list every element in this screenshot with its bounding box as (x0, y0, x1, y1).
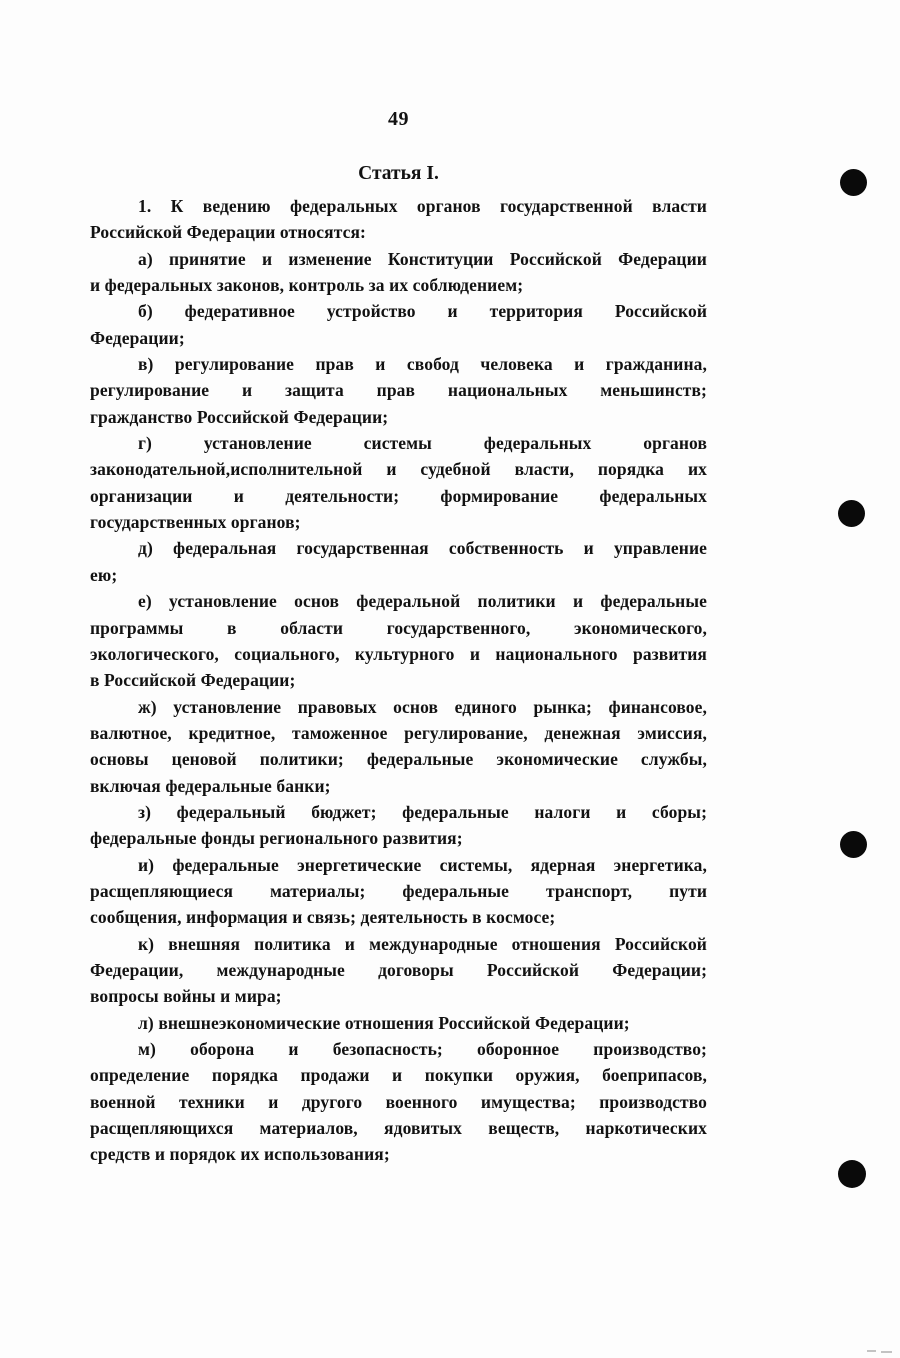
clause-z (90, 799, 707, 852)
text-line: и) федеральные энергетические системы, ядерная энергетика, (138, 854, 707, 875)
text-line: сообщения, информация и связь; деятельность в космосе; (90, 907, 556, 928)
text-line: Федерации; (90, 327, 185, 348)
text-line: регулирование и защита прав национальных меньшинств; (90, 380, 707, 401)
clause-i (90, 852, 707, 931)
text-line: определение порядка продажи и покупки оружия, боеприпасов, (90, 1065, 707, 1086)
text-line: ею; (90, 564, 118, 585)
text-line: е) установление основ федеральной политики и федеральные (138, 591, 707, 612)
scan-artifact (867, 1350, 876, 1352)
text-line: б) федеративное устройство и территория Российской (138, 301, 707, 322)
clause-intro (90, 193, 707, 246)
text-line: расщепляющихся материалов, ядовитых веществ, наркотических (90, 1118, 707, 1139)
scan-artifact (881, 1351, 892, 1353)
text-line: вопросы войны и мира; (90, 986, 282, 1007)
text-line: з) федеральный бюджет; федеральные налоги и сборы; (138, 801, 707, 822)
clause-b (90, 298, 707, 351)
text-line: организации и деятельности; формирование федеральных (90, 485, 707, 506)
text-line: государственных органов; (90, 512, 301, 533)
article-body (90, 193, 707, 1168)
text-line: 1. К ведению федеральных органов государственной власти (138, 196, 707, 216)
text-line: в) регулирование прав и свобод человека и гражданина, (138, 354, 707, 375)
text-line: программы в области государственного, экономического, (90, 617, 707, 638)
text-line: основы ценовой политики; федеральные экономические службы, (90, 749, 707, 770)
clause-a (90, 246, 707, 299)
text-line: а) принятие и изменение Конституции Российской Федерации (138, 248, 707, 269)
article-heading: Статья I. (358, 163, 439, 184)
clause-e (90, 588, 707, 693)
text-line: федеральные фонды регионального развития; (90, 828, 463, 849)
text-line: в Российской Федерации; (90, 670, 296, 691)
clause-k (90, 931, 707, 1010)
clause-zh (90, 694, 707, 799)
text-line: л) внешнеэкономические отношения Российской Федерации; (138, 1012, 630, 1033)
text-line: средств и порядок их использования; (90, 1144, 390, 1165)
text-line: военной техники и другого военного имущества; производство (90, 1091, 707, 1112)
clause-d (90, 535, 707, 588)
margin-dot-mark (838, 1160, 866, 1188)
text-line: экологического, социального, культурного и национального развития (90, 643, 707, 664)
text-line: включая федеральные банки; (90, 775, 331, 796)
text-line: Российской Федерации относятся: (90, 222, 366, 243)
text-line: к) внешняя политика и международные отношения Российской (138, 933, 707, 954)
text-line: ж) установление правовых основ единого рынка; финансовое, (138, 696, 707, 717)
margin-dot-mark (840, 169, 867, 196)
text-line: м) оборона и безопасность; оборонное производство; (138, 1039, 707, 1059)
text-line: г) установление системы федеральных органов (138, 433, 707, 454)
clause-v (90, 351, 707, 430)
text-line: расщепляющиеся материалы; федеральные транспорт, пути (90, 880, 707, 901)
clause-m (90, 1036, 707, 1168)
margin-dot-mark (838, 500, 865, 527)
margin-dot-mark (840, 831, 867, 858)
text-line: гражданство Российской Федерации; (90, 406, 389, 427)
text-line: валютное, кредитное, таможенное регулирование, денежная эмиссия, (90, 722, 707, 743)
text-line: Федерации, международные договоры Российской Федерации; (90, 959, 707, 980)
text-line: и федеральных законов, контроль за их соблюдением; (90, 275, 524, 296)
page-number: 49 (388, 108, 409, 130)
clause-g (90, 430, 707, 535)
clause-l (90, 1010, 707, 1036)
text-line: д) федеральная государственная собственность и управление (138, 538, 707, 559)
text-line: законодательной,исполнительной и судебной власти, порядка их (90, 459, 707, 480)
